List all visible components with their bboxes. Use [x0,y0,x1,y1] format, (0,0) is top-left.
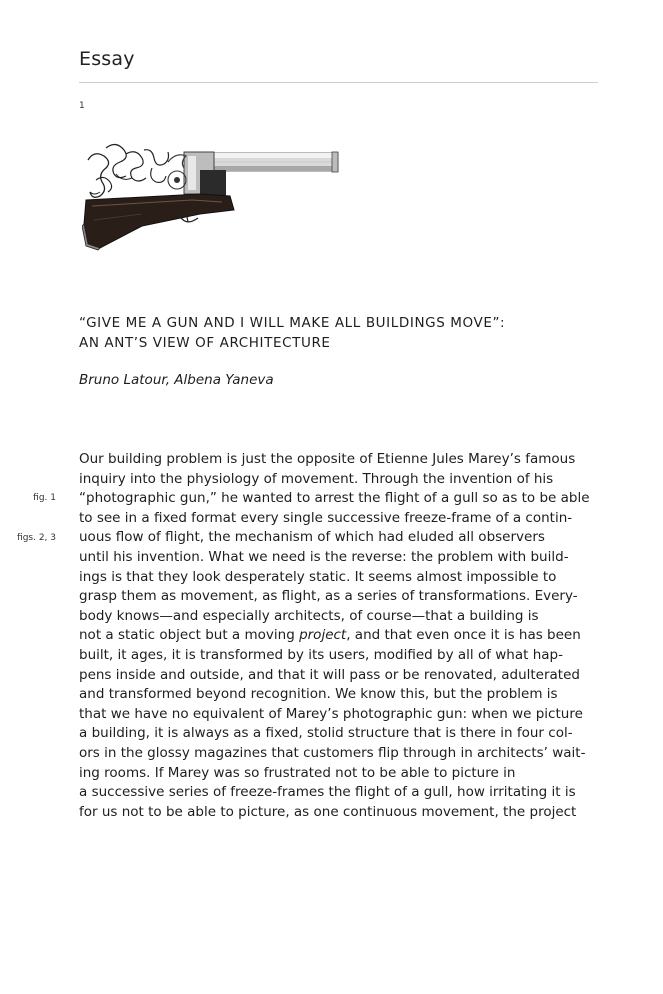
article-body [79,450,609,822]
body-text-segment: , and that even once it is has been [346,627,581,644]
body-line: pens inside and outside, and that it will pass or be renovated, adulterated [79,666,580,683]
body-line: grasp them as movement, as flight, as a series of transformations. Every- [79,588,578,605]
article-authors: Bruno Latour, Albena Yaneva [79,372,274,388]
body-line: until his invention. What we need is the reverse: the problem with build- [79,548,569,565]
body-line: for us not to be able to picture, as one continuous movement, the project [79,803,577,820]
body-line: uous flow of flight, the mechanism of which had eluded all observers [79,529,545,546]
header-divider [79,82,598,83]
photographic-gun-figure [82,140,344,255]
photographic-gun-icon [82,140,344,255]
body-line [79,626,609,646]
body-line: “photographic gun,” he wanted to arrest the flight of a gull so as to be able [79,490,590,507]
margin-note-figs-2-3: figs. 2, 3 [17,533,56,543]
body-line: body knows—and especially architects, of course—that a building is [79,607,539,624]
figure-number: 1 [79,101,85,111]
article-title-line-2: AN ANT’S VIEW OF ARCHITECTURE [79,335,331,351]
article-title [79,313,505,353]
article-title-line-1: “GIVE ME A GUN AND I WILL MAKE ALL BUILDINGS MOVE”: [79,315,506,331]
body-line: ors in the glossy magazines that customers flip through in architects’ wait- [79,744,586,761]
body-line: to see in a fixed format every single successive freeze-frame of a contin- [79,509,573,526]
body-line: that we have no equivalent of Marey’s photographic gun: when we picture [79,705,583,722]
body-text-segment: not a static object but a moving [79,627,300,644]
body-line: ings is that they look desperately static. It seems almost impossible to [79,568,557,585]
body-line: a building, it is always as a fixed, stolid structure that is there in four col- [79,725,573,742]
margin-note-fig-1: fig. 1 [33,493,56,503]
body-line: Our building problem is just the opposite of Etienne Jules Marey’s famous [79,451,576,467]
body-line: a successive series of freeze-frames the flight of a gull, how irritating it is [79,784,576,801]
body-line: inquiry into the physiology of movement. Through the invention of his [79,470,554,487]
emphasized-word: project [299,627,347,644]
body-line: built, it ages, it is transformed by its users, modified by all of what hap- [79,646,563,663]
body-line: and transformed beyond recognition. We know this, but the problem is [79,686,558,703]
section-label: Essay [79,48,135,70]
body-line: ing rooms. If Marey was so frustrated not to be able to picture in [79,764,516,781]
